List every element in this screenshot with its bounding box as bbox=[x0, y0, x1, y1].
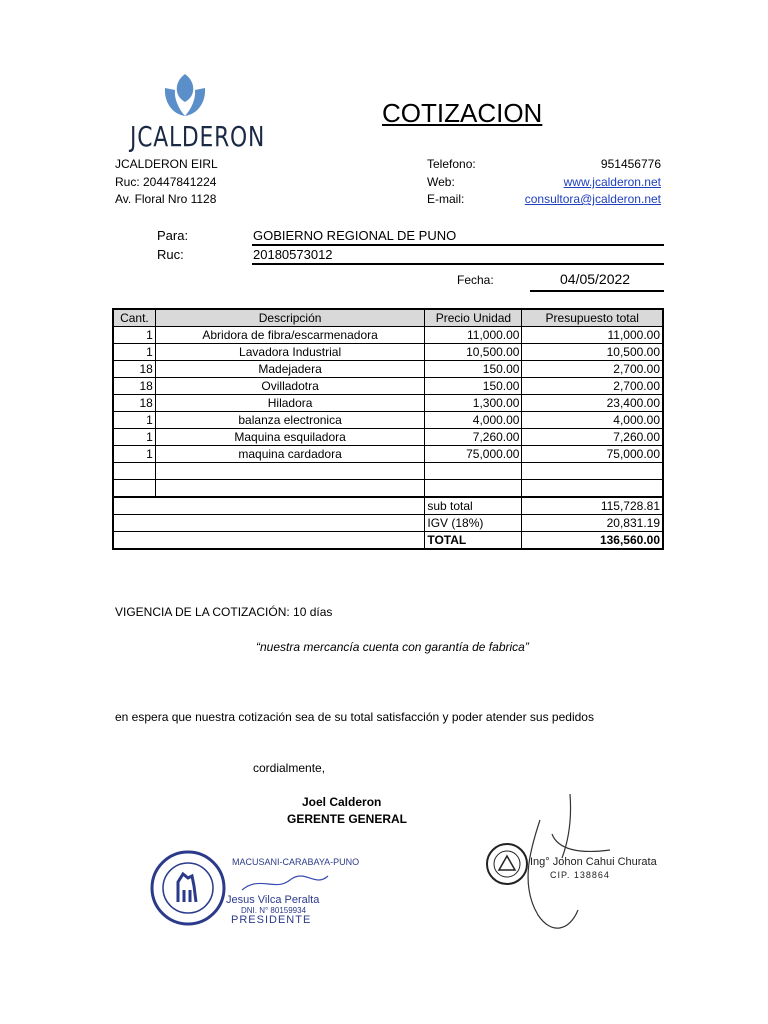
table-row bbox=[113, 361, 663, 378]
cell-pu: 10,500.00 bbox=[425, 344, 522, 361]
cell-pt: 4,000.00 bbox=[522, 412, 663, 429]
para-value: GOBIERNO REGIONAL DE PUNO bbox=[253, 228, 457, 243]
cell-cant: 1 bbox=[113, 446, 155, 463]
total-value: 136,560.00 bbox=[522, 532, 663, 550]
cell-pt: 10,500.00 bbox=[522, 344, 663, 361]
web-label: Web: bbox=[427, 175, 455, 189]
ruc-underline bbox=[252, 263, 664, 265]
igv-label: IGV (18%) bbox=[425, 515, 522, 532]
table-row bbox=[113, 395, 663, 412]
cell-empty bbox=[113, 515, 425, 532]
cell-desc: balanza electronica bbox=[155, 412, 425, 429]
cell-desc: Maquina esquiladora bbox=[155, 429, 425, 446]
stamp-left-dni: DNI. N° 80159934 bbox=[241, 906, 307, 915]
subtotal-value: 115,728.81 bbox=[522, 497, 663, 515]
cell-empty bbox=[425, 463, 522, 480]
subtotal-row bbox=[113, 497, 663, 515]
para-underline bbox=[252, 244, 664, 246]
cell-empty bbox=[113, 480, 155, 498]
items-table bbox=[112, 308, 664, 550]
total-row bbox=[113, 532, 663, 550]
cell-empty bbox=[155, 480, 425, 498]
table-row bbox=[113, 327, 663, 344]
signer-name: Joel Calderon bbox=[302, 795, 382, 809]
table-row bbox=[113, 429, 663, 446]
cell-empty bbox=[155, 463, 425, 480]
closing-text: en espera que nuestra cotización sea de su total satisfacción y poder atender sus pedidos bbox=[115, 710, 594, 724]
cell-cant: 1 bbox=[113, 327, 155, 344]
cell-pu: 1,300.00 bbox=[425, 395, 522, 412]
date-underline bbox=[530, 290, 664, 292]
date-value: 04/05/2022 bbox=[560, 271, 631, 287]
stamp-left-name: Jesus Vilca Peralta bbox=[226, 894, 320, 906]
igv-value: 20,831.19 bbox=[522, 515, 663, 532]
signer-role: GERENTE GENERAL bbox=[287, 812, 408, 826]
cell-pu: 150.00 bbox=[425, 361, 522, 378]
date-label: Fecha: bbox=[457, 273, 494, 287]
email-label: E-mail: bbox=[427, 192, 465, 206]
cell-desc: Abridora de fibra/escarmenadora bbox=[155, 327, 425, 344]
guarantee-text: “nuestra mercancía cuenta con garantía de fabrica” bbox=[256, 640, 529, 654]
association-seal-icon bbox=[148, 848, 228, 928]
stamp-right-cip: CIP. 138864 bbox=[550, 870, 610, 880]
cell-pt: 7,260.00 bbox=[522, 429, 663, 446]
cell-pt: 11,000.00 bbox=[522, 327, 663, 344]
cell-pu: 7,260.00 bbox=[425, 429, 522, 446]
cell-cant: 1 bbox=[113, 429, 155, 446]
cell-pu: 75,000.00 bbox=[425, 446, 522, 463]
phone-label: Telefono: bbox=[427, 157, 476, 171]
table-row-empty bbox=[113, 463, 663, 480]
logo-text: JCALDERON bbox=[130, 120, 266, 153]
vigencia-text: VIGENCIA DE LA COTIZACIÓN: 10 días bbox=[115, 605, 333, 619]
table-header-row bbox=[113, 309, 663, 327]
cell-pu: 150.00 bbox=[425, 378, 522, 395]
company-name: JCALDERON EIRL bbox=[115, 157, 218, 171]
email-link[interactable]: consultora@jcalderon.net bbox=[524, 192, 661, 206]
total-label: TOTAL bbox=[425, 532, 522, 550]
cell-pu: 11,000.00 bbox=[425, 327, 522, 344]
stamp-left-role: PRESIDENTE bbox=[231, 914, 312, 926]
cell-cant: 1 bbox=[113, 344, 155, 361]
table-row-empty bbox=[113, 480, 663, 498]
table-row bbox=[113, 446, 663, 463]
stamp-left-top: MACUSANI-CARABAYA-PUNO bbox=[232, 857, 360, 867]
company-address: Av. Floral Nro 1128 bbox=[115, 192, 217, 206]
header-precio-unidad: Precio Unidad bbox=[425, 309, 522, 327]
table-row bbox=[113, 378, 663, 395]
document-title: COTIZACION bbox=[382, 98, 543, 128]
igv-row bbox=[113, 515, 663, 532]
header-cant: Cant. bbox=[113, 309, 155, 327]
cell-pt: 75,000.00 bbox=[522, 446, 663, 463]
cell-empty bbox=[522, 463, 663, 480]
table-row bbox=[113, 412, 663, 429]
cell-desc: Lavadora Industrial bbox=[155, 344, 425, 361]
cell-desc: Madejadera bbox=[155, 361, 425, 378]
cell-empty bbox=[113, 532, 425, 550]
stamp-right-name: Ing° Johon Cahui Churata bbox=[530, 856, 657, 868]
cell-empty bbox=[522, 480, 663, 498]
client-ruc: 20180573012 bbox=[253, 247, 333, 262]
cell-desc: maquina cardadora bbox=[155, 446, 425, 463]
company-ruc: Ruc: 20447841224 bbox=[115, 175, 217, 189]
cell-empty bbox=[113, 463, 155, 480]
web-link[interactable]: www.jcalderon.net bbox=[563, 175, 661, 189]
phone-value: 951456776 bbox=[600, 157, 661, 171]
regards-text: cordialmente, bbox=[253, 761, 326, 775]
para-label: Para: bbox=[157, 228, 189, 243]
cell-pu: 4,000.00 bbox=[425, 412, 522, 429]
table-row bbox=[113, 344, 663, 361]
cell-pt: 2,700.00 bbox=[522, 378, 663, 395]
ruc-label: Ruc: bbox=[157, 247, 184, 262]
header-descripcion: Descripción bbox=[155, 309, 425, 327]
cell-cant: 18 bbox=[113, 395, 155, 412]
cell-pt: 23,400.00 bbox=[522, 395, 663, 412]
cell-desc: Ovilladotra bbox=[155, 378, 425, 395]
cell-empty bbox=[113, 497, 425, 515]
cell-cant: 18 bbox=[113, 361, 155, 378]
cell-desc: Hiladora bbox=[155, 395, 425, 412]
subtotal-label: sub total bbox=[425, 497, 522, 515]
header-presupuesto-total: Presupuesto total bbox=[522, 309, 663, 327]
cell-empty bbox=[425, 480, 522, 498]
cell-pt: 2,700.00 bbox=[522, 361, 663, 378]
cell-cant: 18 bbox=[113, 378, 155, 395]
cell-cant: 1 bbox=[113, 412, 155, 429]
